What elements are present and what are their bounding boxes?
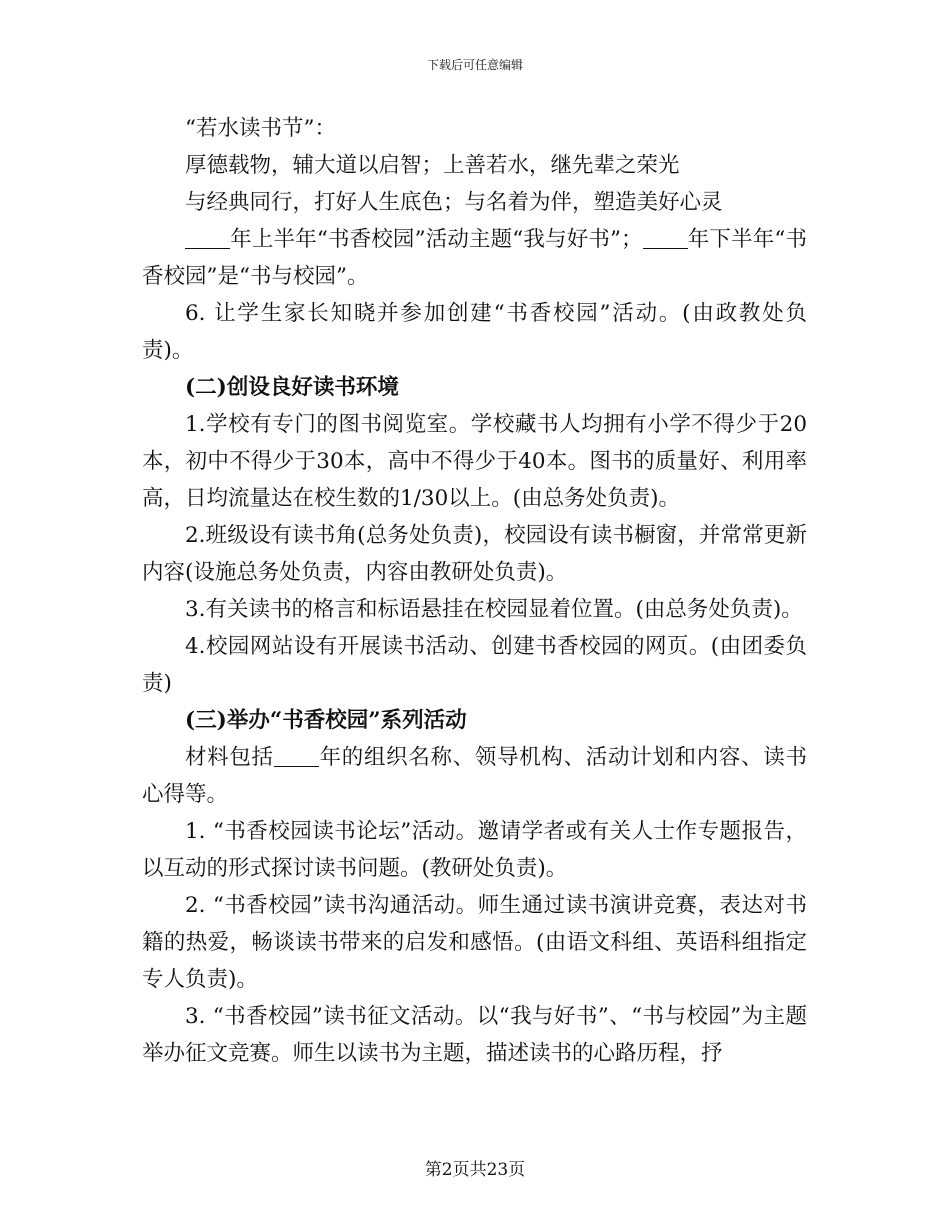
materials-text-a: 材料包括	[185, 745, 274, 770]
materials-paragraph	[142, 739, 807, 813]
page-header: 下载后可任意编辑	[426, 58, 523, 72]
blank-line	[185, 226, 230, 249]
item-6: 6. 让学生家长知晓并参加创建“书香校园”活动。(由政教处负责)。	[142, 301, 807, 363]
env-item-3: 3.有关读书的格言和标语悬挂在校园显着位置。(由总务处负责)。	[185, 597, 803, 622]
motto-line-1: 厚德载物，辅大道以启智；上善若水，继先辈之荣光	[185, 153, 680, 178]
section-heading-2: (二)创设良好读书环境	[185, 375, 399, 400]
theme-text-a: 年上半年“书香校园”活动主题“我与好书”；	[230, 227, 643, 252]
blank-line	[643, 226, 688, 249]
document-body	[142, 110, 807, 1072]
env-item-2: 2.班级设有读书角(总务处负责)，校园设有读书橱窗，并常常更新内容(设施总务处负责，内容由教研处负责)。	[142, 523, 807, 585]
section-heading-3: (三)举办“书香校园”系列活动	[185, 708, 467, 733]
materials-text-b: 年的组织名称、领导机构、活动计划和内容、读书心得等。	[142, 745, 807, 807]
theme-text-b: 年下半年“书香校园”是“书与校园”。	[142, 227, 807, 289]
motto-line-2: 与经典同行，打好人生底色；与名着为伴，塑造美好心灵	[185, 190, 723, 215]
activity-item-2: 2. “书香校园”读书沟通活动。师生通过读书演讲竞赛，表达对书籍的热爱，畅谈读书带来的启发和感悟。(由语文科组、英语科组指定专人负责)。	[142, 893, 807, 992]
page-footer: 第2页共23页	[424, 1160, 526, 1180]
env-item-1: 1.学校有专门的图书阅览室。学校藏书人均拥有小学不得少于20本，初中不得少于30本，高中不得少于40本。图书的质量好、利用率高，日均流量达在校生数的1/30以上。(由总务处负责)。	[142, 412, 807, 511]
festival-title: “若水读书节”：	[185, 116, 336, 141]
env-item-4: 4.校园网站设有开展读书活动、创建书香校园的网页。(由团委负责)	[142, 634, 807, 696]
activity-item-1: 1. “书香校园读书论坛”活动。邀请学者或有关人士作专题报告，以互动的形式探讨读书问题。(教研处负责)。	[142, 819, 807, 881]
activity-item-3: 3. “书香校园”读书征文活动。以“我与好书”、“书与校园”为主题举办征文竞赛。师生以读书为主题，描述读书的心路历程，抒	[142, 1004, 807, 1066]
blank-line	[274, 744, 319, 767]
theme-paragraph	[142, 221, 807, 295]
